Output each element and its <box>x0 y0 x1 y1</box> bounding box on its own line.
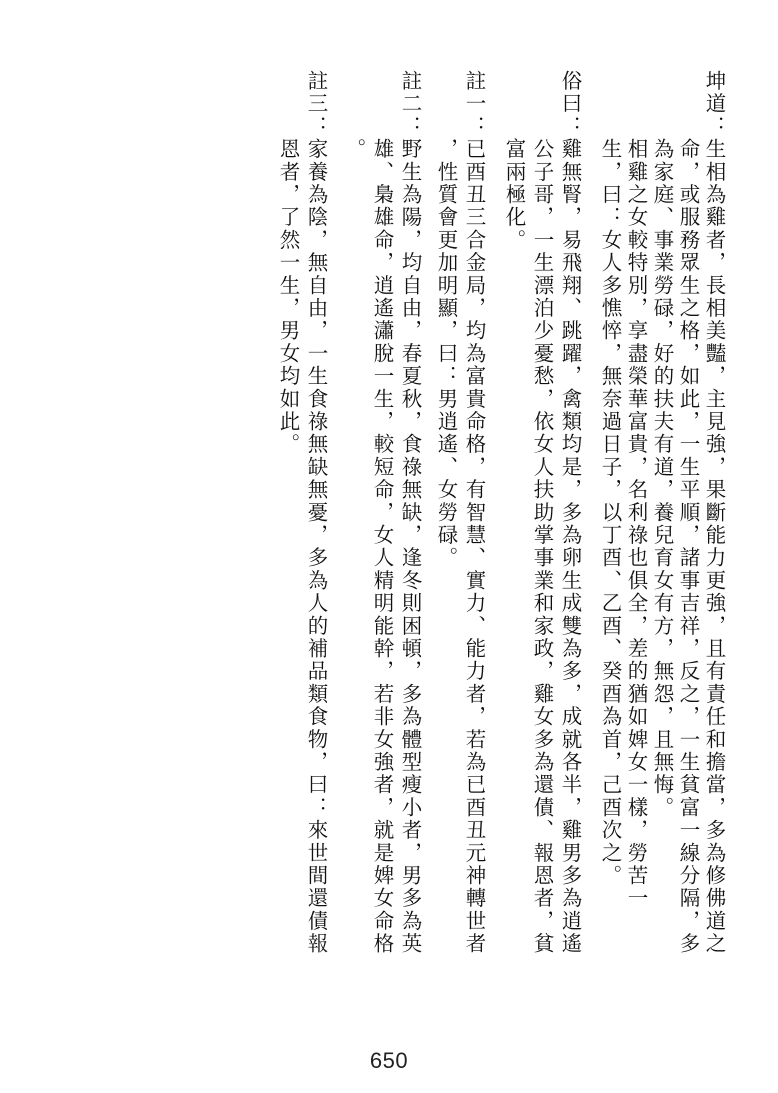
col-13 <box>304 70 328 1035</box>
col-4 <box>598 70 622 1035</box>
text-line: 為家庭、事業勞碌，好的扶夫有道，養兒育女有方，無怨，且無悔。 <box>650 70 674 820</box>
text-line: 註三：家養為陰，無自由，一生食祿無缺無憂，多為人的補品類食物，曰：來世間還債報 <box>304 70 328 956</box>
text-line: 坤道：生相為雞者，長相美豔，主見強，果斷能力更強，且有責任和擔當，多為修佛道之 <box>702 70 726 956</box>
text-line: 。 <box>342 70 366 161</box>
col-5 <box>558 70 582 1035</box>
col-7 <box>502 70 526 1035</box>
text-line: 生，曰：女人多憔悴，無奈過日子，以丁酉、乙酉、癸酉為首，己酉次之。 <box>598 70 622 888</box>
text-line: 公子哥，一生漂泊少憂愁，依女人扶助掌事業和家政，雞女多為還債、報恩者，貧 <box>530 70 554 956</box>
text-line: 俗曰：雞無腎，易飛翔、跳躍，禽類均是，多為卵生成雙為多，成就各半，雞男多為逍遙 <box>558 70 582 956</box>
col-8 <box>462 70 486 1035</box>
text-line: ，性質會更加明顯，曰：男逍遙、女勞碌。 <box>434 70 458 570</box>
text-line: 富兩極化。 <box>502 70 526 252</box>
col-9 <box>434 70 458 1035</box>
col-2 <box>650 70 674 1035</box>
text-line: 雄、梟雄命，逍遙瀟脫一生，較短命，女人精明能幹，若非女強者，就是婢女命格 <box>370 70 394 956</box>
page-number: 650 <box>369 1048 409 1073</box>
col-0 <box>702 70 726 1035</box>
text-line: 相雞之女較特別，享盡榮華富貴，名利祿也俱全，差的猶如婢女一樣，勞苦一 <box>624 70 648 910</box>
col-10 <box>398 70 422 1035</box>
col-12 <box>342 70 366 1035</box>
col-1 <box>676 70 700 1035</box>
col-14 <box>276 70 300 1035</box>
col-6 <box>530 70 554 1035</box>
col-3 <box>624 70 648 1035</box>
text-line: 恩者，了然一生，男女均如此。 <box>276 70 300 456</box>
col-11 <box>370 70 394 1035</box>
text-line: 命，或服務眾生之格，如此，一生平順，諸事吉祥，反之，一生貧富一線分隔，多 <box>676 70 700 956</box>
text-line: 註一：已酉丑三合金局，均為富貴命格，有智慧、實力、能力者，若為已酉丑元神轉世者 <box>462 70 486 956</box>
text-line: 註二：野生為陽，均自由，春夏秋，食祿無缺，逢冬則困頓，多為體型瘦小者，男多為英 <box>398 70 422 956</box>
